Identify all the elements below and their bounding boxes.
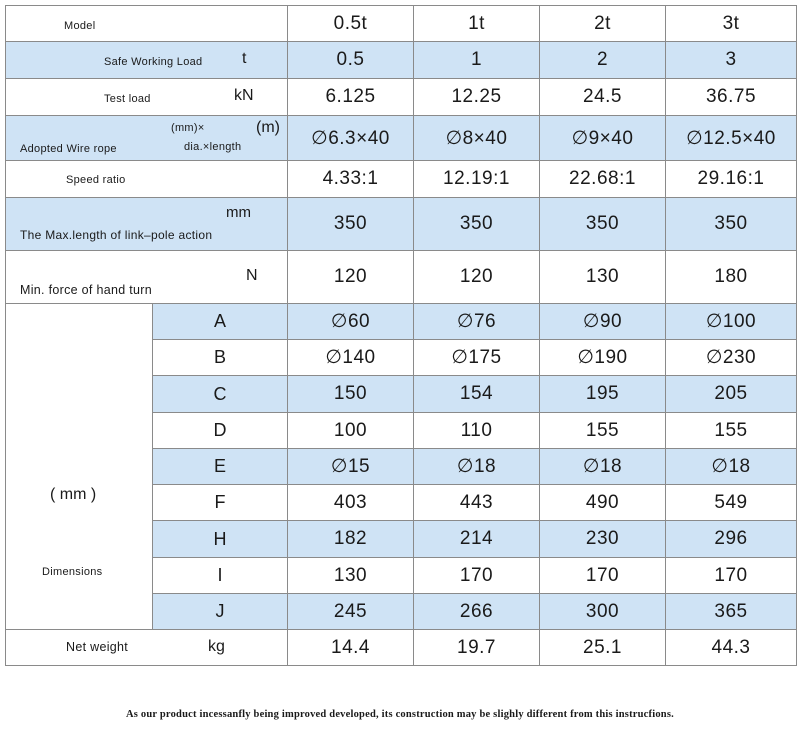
max-length-row (6, 198, 797, 251)
dim-value: ∅230 (666, 340, 797, 376)
force-label-cell (6, 251, 288, 304)
swl-value: 2 (540, 42, 666, 79)
dimensions-label: Dimensions (42, 566, 103, 578)
footnote: As our product incessanfly being improved developed, its construction may be slighly different from this instrucfions. (126, 709, 674, 720)
maxlen-unit: mm (226, 204, 251, 221)
maxlen-value: 350 (414, 198, 540, 251)
dim-value: ∅76 (414, 304, 540, 340)
weight-value: 25.1 (540, 630, 666, 666)
min-force-row (6, 251, 797, 304)
dim-value: 230 (540, 521, 666, 558)
dim-value: 214 (414, 521, 540, 558)
dim-value: ∅15 (288, 449, 414, 485)
test-value: 36.75 (666, 79, 797, 116)
force-unit: N (246, 267, 258, 284)
maxlen-value: 350 (288, 198, 414, 251)
dim-letter: J (153, 594, 288, 630)
weight-value: 44.3 (666, 630, 797, 666)
dim-value: 100 (288, 413, 414, 449)
dim-value: ∅18 (666, 449, 797, 485)
dim-letter: A (153, 304, 288, 340)
weight-unit: kg (208, 638, 225, 655)
speed-value: 4.33:1 (288, 161, 414, 198)
wire-label-cell (6, 116, 288, 161)
dim-letter: H (153, 521, 288, 558)
model-label: Model (64, 20, 96, 32)
maxlen-label: The Max.length of link–pole action (20, 228, 213, 242)
col-header: 1t (414, 6, 540, 42)
test-value: 6.125 (288, 79, 414, 116)
swl-value: 0.5 (288, 42, 414, 79)
dim-value: 182 (288, 521, 414, 558)
dim-value: 205 (666, 376, 797, 413)
test-label-cell (6, 79, 288, 116)
spec-table (5, 5, 797, 666)
speed-label: Speed ratio (66, 174, 126, 186)
wire-unit-top2: (m) (256, 119, 280, 136)
weight-label-cell (6, 630, 288, 666)
force-label: Min. force of hand turn (20, 283, 152, 297)
swl-unit: t (242, 50, 247, 67)
speed-value: 29.16:1 (666, 161, 797, 198)
dim-value: ∅60 (288, 304, 414, 340)
dimensions-unit: ( mm ) (50, 486, 97, 503)
force-value: 180 (666, 251, 797, 304)
dim-value: ∅140 (288, 340, 414, 376)
col-header: 2t (540, 6, 666, 42)
dim-value: 110 (414, 413, 540, 449)
dim-letter: E (153, 449, 288, 485)
dim-value: 490 (540, 485, 666, 521)
wire-value: ∅9×40 (540, 116, 666, 161)
dim-letter: B (153, 340, 288, 376)
wire-unit-bottom: dia.×length (184, 141, 242, 153)
swl-label-cell (6, 42, 288, 79)
dim-row (6, 304, 797, 340)
dim-letter: C (153, 376, 288, 413)
dim-value: 150 (288, 376, 414, 413)
wire-rope-row (6, 116, 797, 161)
swl-value: 1 (414, 42, 540, 79)
wire-value: ∅8×40 (414, 116, 540, 161)
dimensions-label-cell (6, 304, 153, 630)
speed-value: 12.19:1 (414, 161, 540, 198)
dim-value: ∅175 (414, 340, 540, 376)
wire-value: ∅6.3×40 (288, 116, 414, 161)
force-value: 120 (288, 251, 414, 304)
swl-value: 3 (666, 42, 797, 79)
force-value: 120 (414, 251, 540, 304)
dim-value: 365 (666, 594, 797, 630)
speed-label-cell (6, 161, 288, 198)
model-label-cell (6, 6, 288, 42)
maxlen-value: 350 (540, 198, 666, 251)
wire-label: Adopted Wire rope (20, 143, 117, 155)
dim-value: ∅18 (414, 449, 540, 485)
net-weight-row (6, 630, 797, 666)
dim-value: 195 (540, 376, 666, 413)
dim-value: 300 (540, 594, 666, 630)
test-unit: kN (234, 87, 254, 104)
col-header: 0.5t (288, 6, 414, 42)
dim-value: 296 (666, 521, 797, 558)
weight-label: Net weight (66, 640, 129, 654)
dim-letter: I (153, 558, 288, 594)
test-value: 12.25 (414, 79, 540, 116)
dim-value: 155 (540, 413, 666, 449)
dim-letter: F (153, 485, 288, 521)
maxlen-label-cell (6, 198, 288, 251)
dim-value: 130 (288, 558, 414, 594)
weight-value: 19.7 (414, 630, 540, 666)
dim-value: 155 (666, 413, 797, 449)
dim-value: 170 (414, 558, 540, 594)
dim-value: 245 (288, 594, 414, 630)
force-value: 130 (540, 251, 666, 304)
dim-value: 549 (666, 485, 797, 521)
test-value: 24.5 (540, 79, 666, 116)
dim-value: ∅100 (666, 304, 797, 340)
wire-unit-top: (mm)× (171, 122, 205, 134)
swl-row (6, 42, 797, 79)
maxlen-value: 350 (666, 198, 797, 251)
col-header: 3t (666, 6, 797, 42)
dim-value: ∅18 (540, 449, 666, 485)
test-label: Test load (104, 93, 151, 105)
wire-value: ∅12.5×40 (666, 116, 797, 161)
dim-value: 403 (288, 485, 414, 521)
dim-value: 443 (414, 485, 540, 521)
dim-letter: D (153, 413, 288, 449)
model-row (6, 6, 797, 42)
speed-value: 22.68:1 (540, 161, 666, 198)
dim-value: 266 (414, 594, 540, 630)
speed-ratio-row (6, 161, 797, 198)
dim-value: ∅190 (540, 340, 666, 376)
swl-label: Safe Working Load (104, 56, 203, 68)
dim-value: 170 (540, 558, 666, 594)
test-load-row (6, 79, 797, 116)
dim-value: 170 (666, 558, 797, 594)
weight-value: 14.4 (288, 630, 414, 666)
dim-value: 154 (414, 376, 540, 413)
dim-value: ∅90 (540, 304, 666, 340)
